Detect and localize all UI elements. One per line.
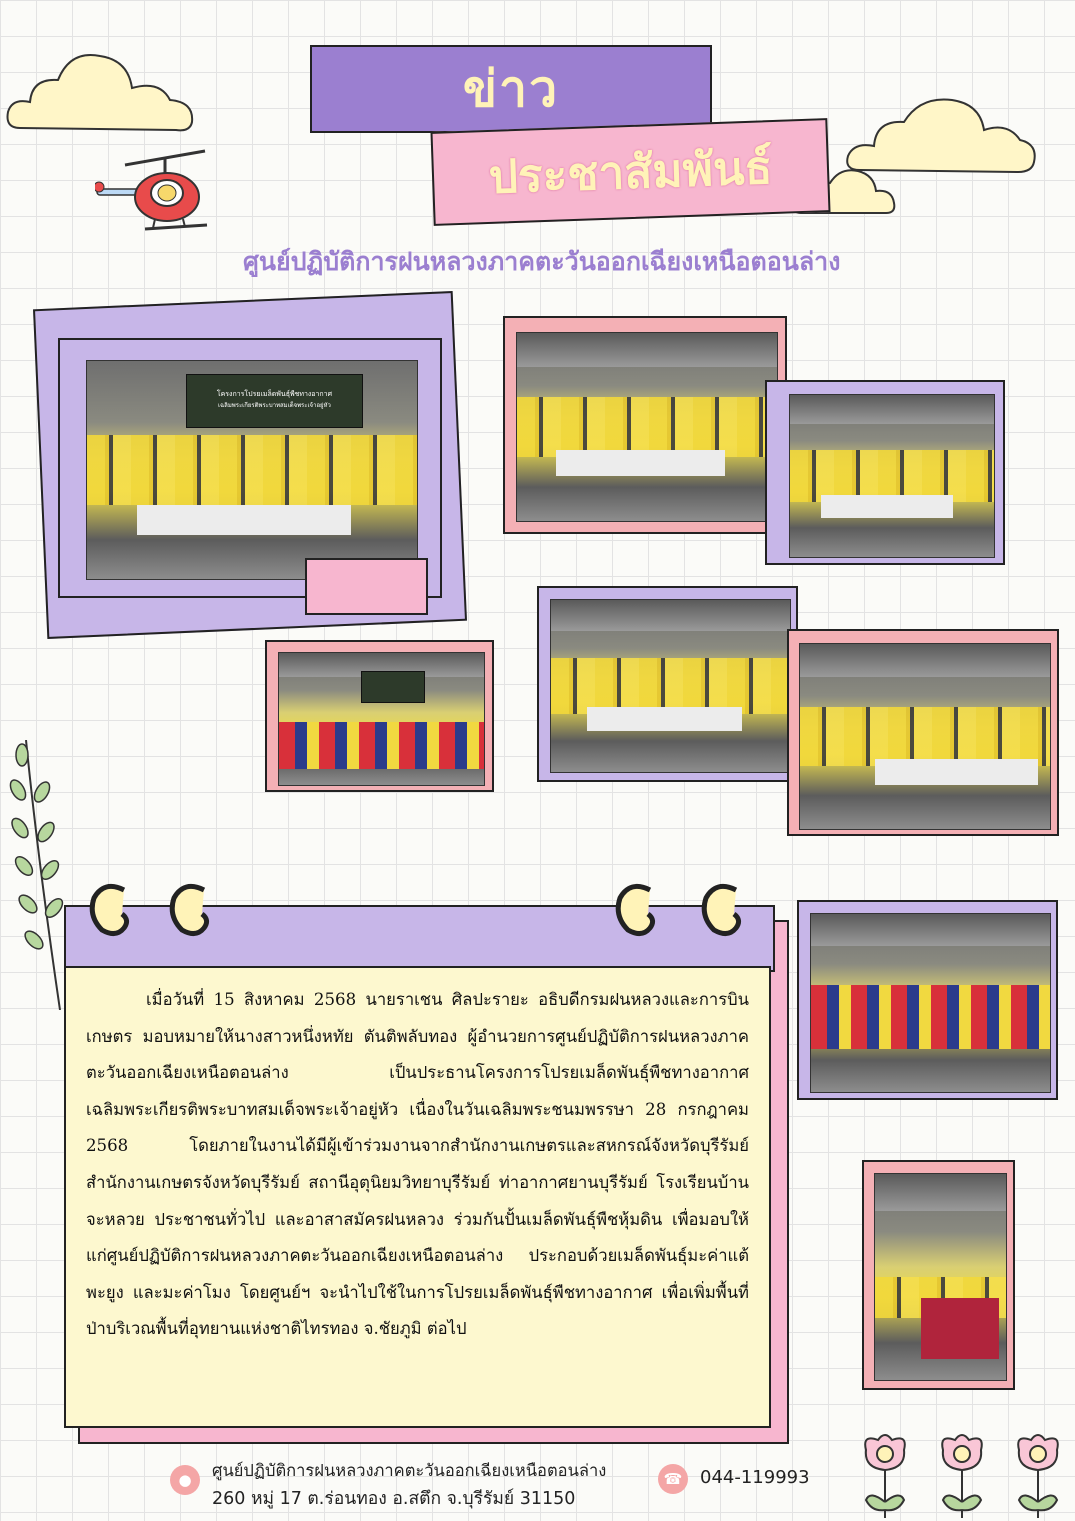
title-sub-block [430, 118, 830, 226]
event-photo-3 [789, 394, 995, 558]
footer-org: ศูนย์ปฏิบัติการฝนหลวงภาคตะวันออกเฉียงเหนือตอนล่าง [212, 1461, 607, 1480]
quote-open-icon [84, 876, 214, 946]
event-photo-4 [278, 652, 485, 786]
banner-line-1: โครงการโปรยเมล็ดพันธุ์พืชทางอากาศ [216, 390, 333, 399]
helicopter-icon [95, 135, 220, 235]
photo-frame-3 [765, 380, 1005, 565]
location-pin-icon: ● [170, 1465, 200, 1495]
quote-close-icon [610, 876, 750, 946]
flowers-icon [850, 1430, 1075, 1521]
photo-frame-8 [862, 1160, 1015, 1390]
photo-frame-6 [787, 629, 1059, 836]
article-box [64, 966, 771, 1428]
event-photo-5 [550, 599, 791, 773]
phone-icon: ☎ [658, 1464, 688, 1494]
event-photo-6 [799, 643, 1051, 830]
footer-address: 260 หมู่ 17 ต.ร่อนทอง อ.สตึก จ.บุรีรัมย์ 31150 [212, 1489, 576, 1509]
branch-icon [8, 740, 68, 1010]
photo-frame-5 [537, 586, 798, 782]
banner-line-2: เฉลิมพระเกียรติพระบาทสมเด็จพระเจ้าอยู่หัว [218, 402, 331, 410]
footer-phone: 044-119993 [700, 1467, 810, 1488]
event-photo-8 [874, 1173, 1007, 1381]
event-banner [186, 374, 363, 428]
photo-frame-2 [503, 316, 787, 534]
photo-frame-7 [797, 900, 1058, 1100]
org-subtitle: ศูนย์ปฏิบัติการฝนหลวงภาคตะวันออกเฉียงเหนือตอนล่าง [243, 247, 841, 276]
event-photo-7 [810, 913, 1051, 1093]
title-block [310, 45, 712, 133]
cloud-left-icon [0, 40, 200, 140]
page-title: ข่าว [462, 59, 560, 118]
event-photo-group [86, 360, 418, 580]
photo-frame-4 [265, 640, 494, 792]
photo-frame-accent [305, 558, 428, 615]
page-title-sub: ประชาสัมพันธ์ [487, 139, 774, 204]
article-text: เมื่อวันที่ 15 สิงหาคม 2568 นายราเชน ศิลปะรายะ อธิบดีกรมฝนหลวงและการบินเกษตร มอบหมายให้นางสาวหนึ่งหทัย ตันติพลับทอง ผู้อำนวยการศูนย์ปฏิบัติการฝนหลวงภาคตะวันออกเฉียงเหนือตอนล่าง เป็นประธานโครงการโปรยเมล็ดพันธุ์พืชทางอากาศ เฉลิมพระเกียรติพระบาทสมเด็จพระเจ้าอยู่หัว เนื่องในวันเฉลิมพระชนมพรรษา 28 กรกฎาคม 2568 โดยภายในงานได้มีผู้เข้าร่วมงานจากสำนักงานเกษตรและสหกรณ์จังหวัดบุรีรัมย์ สำนักงานเกษตรจังหวัดบุรีรัมย์ สถานีอุตุนิยมวิทยาบุรีรัมย์ ท่าอากาศยานบุรีรัมย์ โรงเรียนบ้านจะหลวย ประชาชนทั่วไป และอาสาสมัครฝนหลวง ร่วมกันปั้นเมล็ดพันธุ์พืชหุ้มดิน เพื่อมอบให้แก่ศูนย์ปฏิบัติการฝนหลวงภาคตะวันออกเฉียงเหนือตอนล่าง ประกอบด้วยเมล็ดพันธุ์มะค่าแต้ พะยูง และมะค่าโมง โดยศูนย์ฯ จะนำไปใช้ในการโปรยเมล็ดพันธุ์พืชทางอากาศ เพื่อเพิ่มพื้นที่ป่าบริเวณพื้นที่อุทยานแห่งชาติไทรทอง จ.ชัยภูมิ ต่อไป [86, 990, 749, 1339]
event-photo-2 [516, 332, 778, 522]
